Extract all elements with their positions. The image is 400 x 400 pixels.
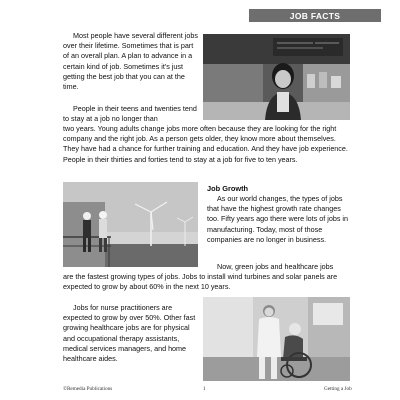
nurse-patient-image xyxy=(203,297,350,381)
footer-publisher: ©Remedia Publications xyxy=(63,386,113,392)
paragraph-green-jobs-intro: Now, green jobs and healthcare jobs xyxy=(217,262,334,271)
paragraph-green-jobs: are the fastest growing types of jobs. Jobs to install wind turbines and solar panels are expected to grow by about 60% in the next 10 years. xyxy=(63,272,338,292)
footer-series: Getting a Job xyxy=(324,386,352,392)
section-header xyxy=(249,9,381,22)
paragraph-healthcare-jobs: Jobs for nurse practitioners are expected to grow by over 50%. Other fast growing healthcare jobs are for physical and occupational therapy assistants, medical services managers, and home healthcare aides. xyxy=(63,303,196,364)
footer-page-number: 1 xyxy=(203,386,206,392)
nurse-patient-photo xyxy=(203,297,350,381)
paragraph-young-workers-intro: People in their teens and twenties tend to stay at a job no longer than xyxy=(63,104,197,124)
paragraph-young-workers: two years. Young adults change jobs more often because they are looking for the right company and the right job. As a person gets older, they know more about themselves. They have had a chance for further training and education. And they have job experience. People in their thirties and forties tend to stay at a job for five to ten years. xyxy=(63,124,348,164)
job-growth-heading: Job Growth xyxy=(207,184,249,193)
worksheet-page xyxy=(48,0,352,400)
wind-turbine-photo xyxy=(63,182,198,267)
cafe-worker-image xyxy=(203,34,350,120)
wind-turbine-image xyxy=(63,182,198,267)
cafe-worker-photo xyxy=(203,34,350,120)
paragraph-career-plans: Most people have several different jobs over their lifetime. Sometimes that is part of an overall plan. A plan to advance in a certain kind of job. Sometimes it's just getting the best job that you can at the time. xyxy=(63,31,198,92)
section-header-label: JOB FACTS xyxy=(289,10,341,21)
paragraph-job-growth: As our world changes, the types of jobs that have the highest growth rate changes too. Fifty years ago there were lots of jobs in manufacturing. Today, most of those companies are no longer in business. xyxy=(207,194,349,244)
